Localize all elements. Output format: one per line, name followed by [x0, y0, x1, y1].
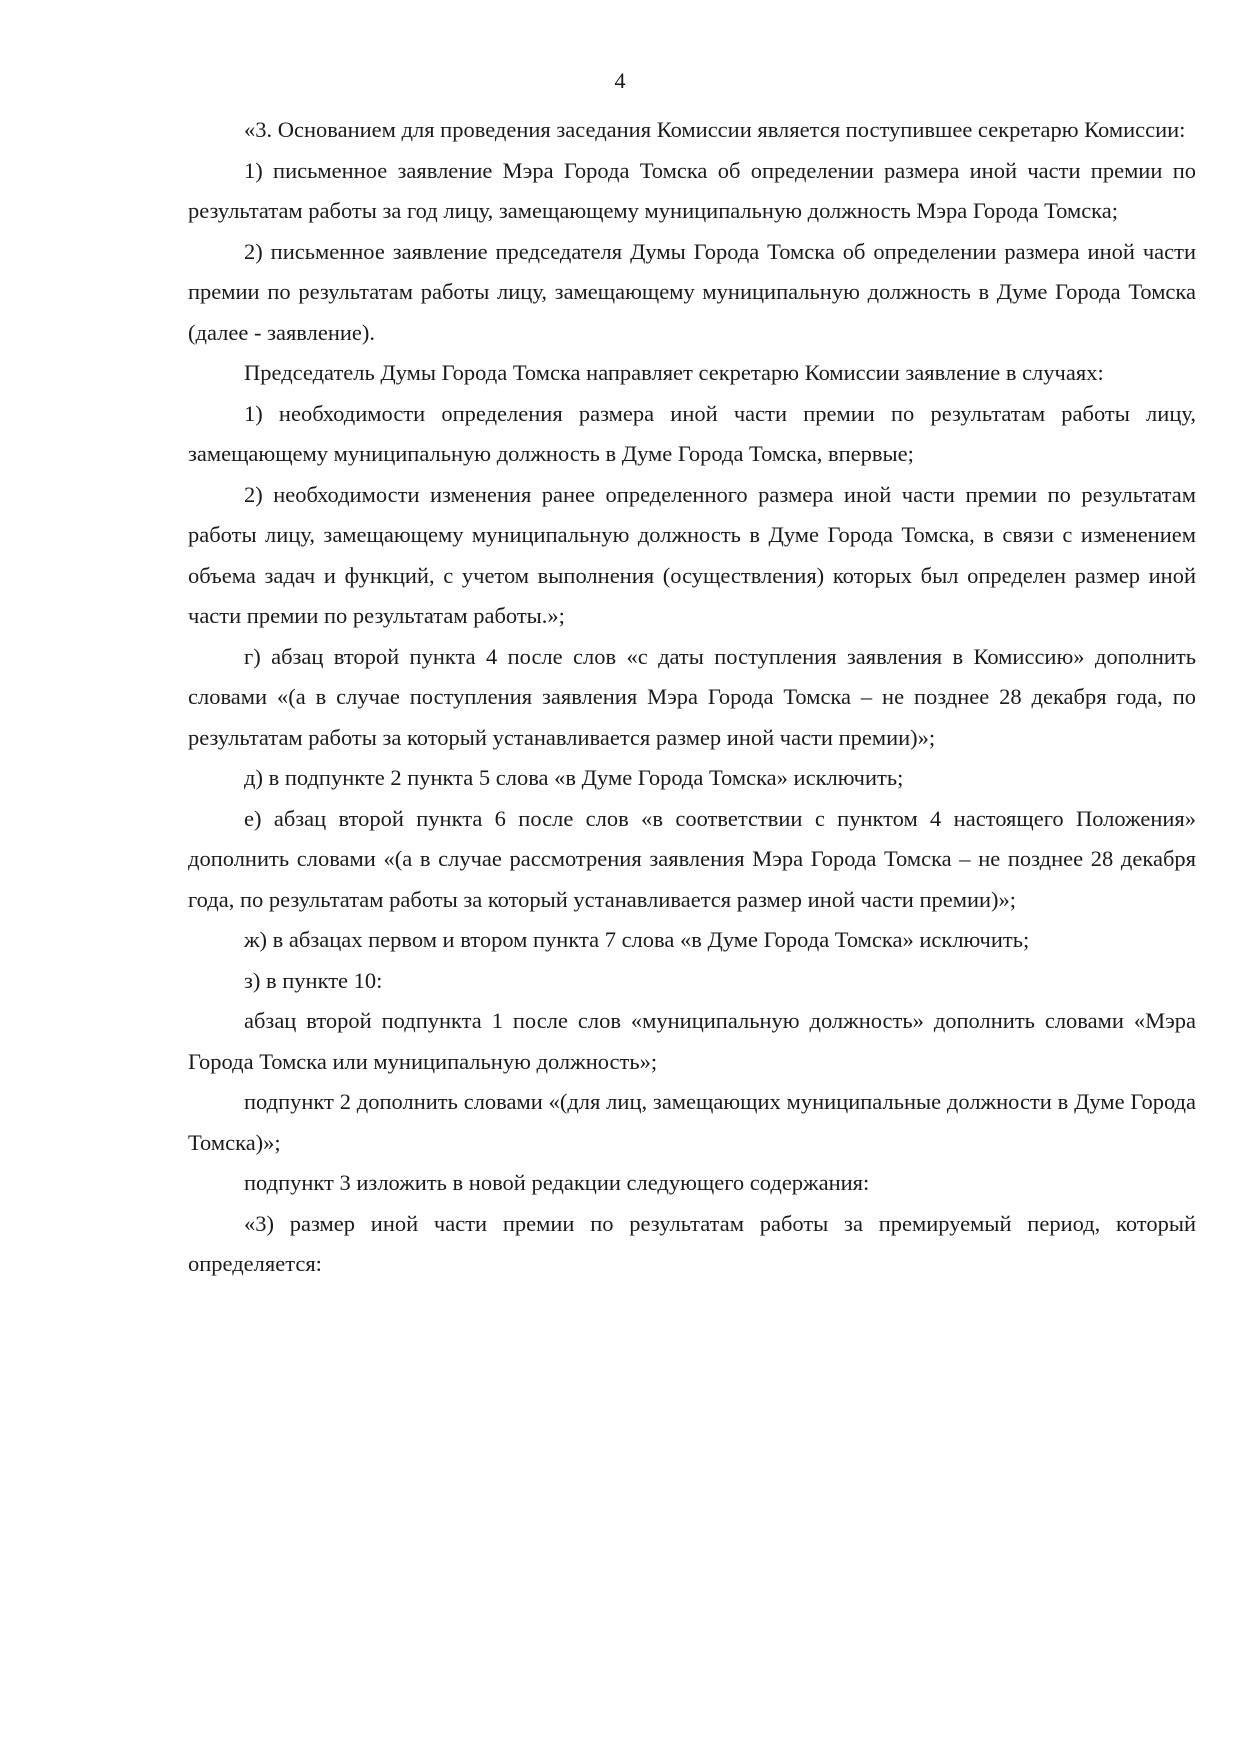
paragraph-subitem-3-text: «3) размер иной части премии по результатам работы за премируемый период, который определяется: [188, 1210, 1196, 1276]
paragraph-chairman-cases: Председатель Думы Города Томска направляет секретарю Комиссии заявление в случаях: [244, 360, 1104, 385]
paragraph-amendment-zh: ж) в абзацах первом и втором пункта 7 слова «в Думе Города Томска» исключить; [244, 927, 1030, 952]
page-number: 4 [614, 68, 626, 93]
paragraph-case-2: 2) необходимости изменения ранее определенного размера иной части премии по результатам работы лицу, замещающему муниципальную должность в Думе Города Томска, в связи с изменением объема задач и функций, с учетом выполнения (осуществления) которых был определен размер иной части премии по результатам работы.»; [188, 481, 1196, 628]
paragraph-subitem-3: подпункт 3 изложить в новой редакции следующего содержания: [244, 1170, 870, 1195]
paragraph-item-2-chairman: 2) письменное заявление председателя Думы Города Томска об определении размера иной части премии по результатам работы лицу, замещающему муниципальную должность в Думе Города Томска (далее - заявление). [188, 238, 1196, 345]
paragraph-amendment-g: г) абзац второй пункта 4 после слов «с даты поступления заявления в Комиссию» дополнить словами «(а в случае поступления заявления Мэра Города Томска – не позднее 28 декабря года, по результатам работы за который устанавливается размер иной части премии)»; [188, 643, 1196, 750]
document-body [188, 110, 1196, 1285]
paragraph-subitem-2: подпункт 2 дополнить словами «(для лиц, замещающих муниципальные должности в Думе Города Томска)»; [188, 1089, 1196, 1155]
paragraph-case-1: 1) необходимости определения размера иной части премии по результатам работы лицу, замещающему муниципальную должность в Думе Города Томска, впервые; [188, 400, 1196, 466]
paragraph-amendment-e: е) абзац второй пункта 6 после слов «в соответствии с пунктом 4 настоящего Положения» дополнить словами «(а в случае рассмотрения заявления Мэра Города Томска – не позднее 28 декабря года, по результатам работы за который устанавливается размер иной части премии)»; [188, 805, 1196, 912]
paragraph-subitem-1: абзац второй подпункта 1 после слов «муниципальную должность» дополнить словами «Мэра Города Томска или муниципальную должность»; [188, 1008, 1196, 1074]
paragraph-amendment-d: д) в подпункте 2 пункта 5 слова «в Думе Города Томска» исключить; [244, 765, 904, 790]
paragraph-basis-intro: «3. Основанием для проведения заседания Комиссии является поступившее секретарю Комиссии: [244, 117, 1186, 142]
paragraph-item-1-mayor: 1) письменное заявление Мэра Города Томска об определении размера иной части премии по результатам работы за год лицу, замещающему муниципальную должность Мэра Города Томска; [188, 157, 1196, 223]
paragraph-amendment-z: з) в пункте 10: [244, 967, 383, 993]
